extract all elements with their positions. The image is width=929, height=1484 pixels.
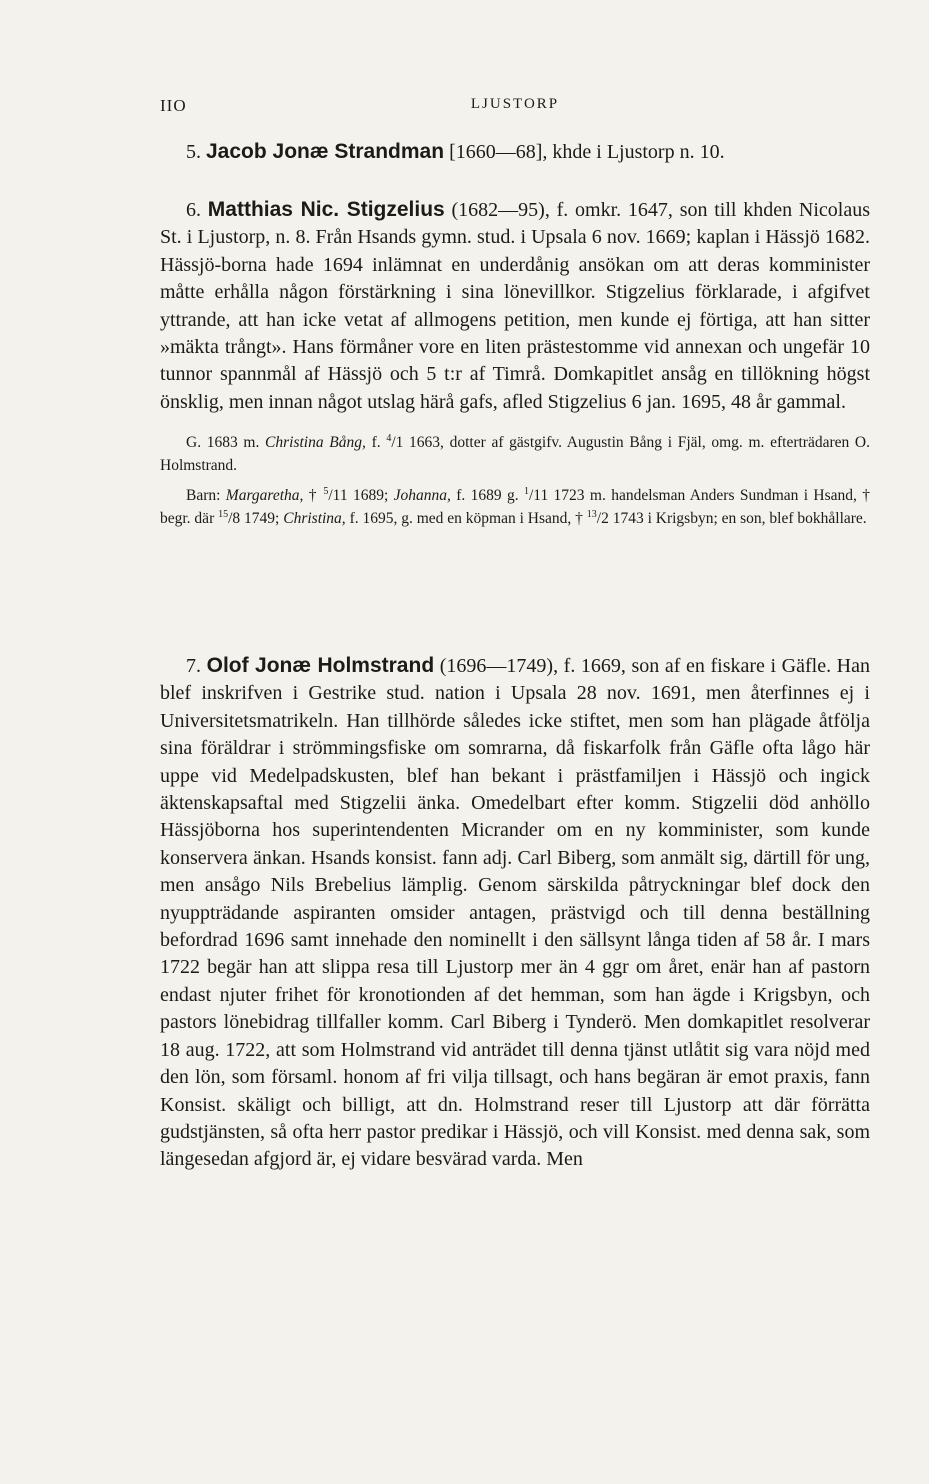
children-note: Barn: Margaretha, † $^5$/11 1689; Johanna, f. 1689 g. $^1$/11 1723 m. handelsman Anders Sundman i Hsand, † begr. där $^{15}$/8 1749; Christina, f. 1695, g. med en köpman i Hsand, † $^{13}$/2 1743 i Krigsbyn; en son, blef bokhållare. <box>160 486 870 527</box>
entry-5 <box>160 138 870 166</box>
entry-6-paragraph <box>160 196 870 416</box>
entry-number: 5. <box>186 141 201 163</box>
page-number: IIO <box>160 96 187 115</box>
running-head: LJUSTORP <box>470 96 560 112</box>
page-header <box>160 96 870 124</box>
spouse-name: Christina Bång, <box>265 434 366 452</box>
entry-7-paragraph <box>160 652 870 1174</box>
entry-number: 7. <box>186 655 201 677</box>
child-name: Johanna, <box>393 487 451 505</box>
entry-6 <box>160 196 870 530</box>
entry-text: (1682—95), f. omkr. 1647, son till khden Nicolaus St. i Ljustorp, n. 8. Från Hsands gymn. stud. i Upsala 6 nov. 1669; kaplan i Hässjö 1682. Hässjö-borna hade 1694 inlämnat en underdånig ansökan om att deras komminister måtte erhålla någon förstärkning i sina lönevillkor. Stigzelius förklarade, i afgifvet yttrande, att han icke vetat af allmogens petition, men kunde ej förtiga, att han sitter »mäkta trångt». Hans förmåner vore en liten prästestomme vid annexan och ungefär 10 tunnor spannmål af Hässjö och 5 t:r af Timrå. Domkapitlet ansåg en tillökning högst önsklig, men innan något utslag härå gafs, afled Stigzelius 6 jan. 1695, 48 år gammal. <box>160 199 870 413</box>
entry-number: 6. <box>186 199 201 221</box>
entry-text: (1696—1749), f. 1669, son af en fiskare i Gäfle. Han blef inskrifven i Gestrike stud. nation i Upsala 28 nov. 1691, men återfinnes ej i Universitetsmatrikeln. Han tillhörde således icke stiftet, men som han plägade åtfölja sina föräldrar i strömmingsfiske om somrarna, då fiskarfolk från Gäfle ofta lågo här uppe vid Medelpadskusten, blef han bekant i prästfamiljen i Hässjö och ingick äktenskapsaftal med Stigzelii änka. Omedelbart efter komm. Stigzelii död anhöllo Hässjöborna hos superintendenten Micrander om en ny komminister, som kunde konservera änkan. Hsands konsist. fann adj. Carl Biberg, som anmält sig, därtill för ung, men ansågo Nils Brebelius lämplig. Genom särskilda påtryckningar blef dock den nyuppträdande aspiranten omsider antagen, prästvigd och till denna beställning befordrad 1696 samt innehade den nominellt i den sällsynt långa tiden af 58 år. I mars 1722 begär han att slippa resa till Ljustorp mer än 4 ggr om året, enär han af pastorn endast njuter frihet för kronotionden af det hemman, som han ägde i Krigsbyn, och pastors lönebidrag tillfaller komm. Carl Biberg i Tynderö. Men domkapitlet resolverar 18 aug. 1722, att som Holmstrand vid anträdet till denna tjänst utlåtit sig vara nöjd med den lön, som församl. honom af fri vilja tillsagt, och hans begäran är emot praxis, fann Konsist. skäligt och billigt, att dn. Holmstrand reser till Ljustorp att där förrätta gudstjänsten, så ofta herr pastor predikar i Hässjö, och vill Konsist. med denna sak, som längesedan afgjord är, ej vidare besvärad varda. Men <box>160 655 871 1171</box>
child-name: Margaretha, <box>225 487 304 505</box>
entry-text: [1660—68], khde i Ljustorp n. 10. <box>444 141 725 163</box>
entry-name: Olof Jonæ Holmstrand <box>206 654 435 677</box>
entry-5-paragraph <box>160 138 870 166</box>
entry-name: Jacob Jonæ Strandman <box>206 140 445 163</box>
entry-name: Matthias Nic. Stigzelius <box>207 198 445 221</box>
entry-7 <box>160 652 870 1174</box>
marriage-note: G. 1683 m. Christina Bång, f. $^4$/1 1663, dotter af gästgifv. Augustin Bång i Fjäl, omg. m. efterträdaren O. Holmstrand. <box>160 433 871 474</box>
child-name: Christina, <box>283 509 346 527</box>
